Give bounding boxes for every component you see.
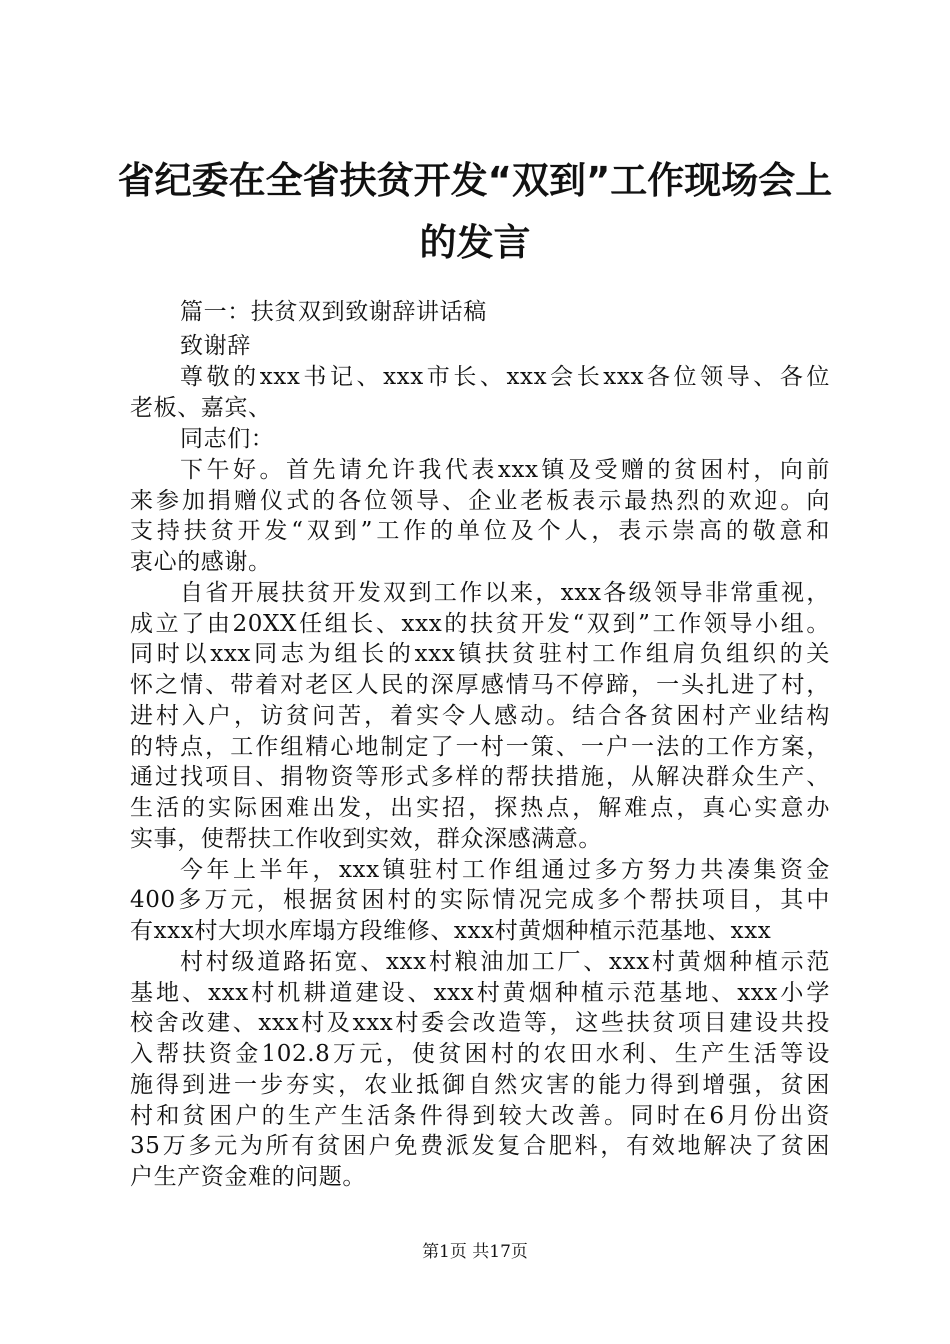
body-line: 村和贫困户的生产生活条件得到较大改善。同时在6月份出资 <box>130 1103 830 1129</box>
body-line: 通过找项目、捐物资等形式多样的帮扶措施，从解决群众生产、 <box>130 764 830 790</box>
document-title-line-2: 的发言 <box>419 221 531 264</box>
body-line: 有xxx村大坝水库塌方段维修、xxx村黄烟种植示范基地、xxx <box>130 918 772 944</box>
body-line: 同时以xxx同志为组长的xxx镇扶贫驻村工作组肩负组织的关 <box>130 641 830 667</box>
body-line: 校舍改建、xxx村及xxx村委会改造等，这些扶贫项目建设共投 <box>130 1010 830 1036</box>
body-line: 35万多元为所有贫困户免费派发复合肥料，有效地解决了贫困 <box>130 1133 830 1159</box>
body-line: 施得到进一步夯实，农业抵御自然灾害的能力得到增强，贫困 <box>130 1072 830 1098</box>
body-line: 户生产资金难的问题。 <box>130 1164 366 1190</box>
salutation: 同志们： <box>180 426 275 452</box>
body-line: 今年上半年，xxx镇驻村工作组通过多方努力共凑集资金 <box>180 857 830 883</box>
body-line: 入帮扶资金102.8万元，使贫困村的农田水利、生产生活等设 <box>130 1041 830 1067</box>
body-line: 下午好。首先请允许我代表xxx镇及受赠的贫困村，向前 <box>180 457 830 483</box>
body-line: 自省开展扶贫开发双到工作以来，xxx各级领导非常重视， <box>180 580 830 606</box>
body-line: 的特点，工作组精心地制定了一村一策、一户一法的工作方案， <box>130 734 830 760</box>
body-line: 400多万元，根据贫困村的实际情况完成多个帮扶项目，其中 <box>130 887 830 913</box>
speech-title: 致谢辞 <box>180 333 251 359</box>
body-line: 支持扶贫开发“双到”工作的单位及个人，表示崇高的敬意和 <box>130 518 830 544</box>
document-title-line-1: 省纪委在全省扶贫开发“双到”工作现场会上 <box>117 159 833 202</box>
body-line: 生活的实际困难出发，出实招，探热点，解难点，真心实意办 <box>130 795 830 821</box>
body-line: 基地、xxx村机耕道建设、xxx村黄烟种植示范基地、xxx小学 <box>130 980 830 1006</box>
body-line: 老板、嘉宾、 <box>130 395 272 421</box>
body-line: 来参加捐赠仪式的各位领导、企业老板表示最热烈的欢迎。向 <box>130 488 830 514</box>
section-heading: 篇一：扶贫双到致谢辞讲话稿 <box>180 299 487 325</box>
body-line: 实事，使帮扶工作收到实效，群众深感满意。 <box>130 826 602 852</box>
body-line: 村村级道路拓宽、xxx村粮油加工厂、xxx村黄烟种植示范 <box>180 949 830 975</box>
body-line: 进村入户，访贫问苦，着实令人感动。结合各贫困村产业结构 <box>130 703 830 729</box>
body-line: 尊敬的xxx书记、xxx市长、xxx会长xxx各位领导、各位 <box>180 364 830 390</box>
body-line: 衷心的感谢。 <box>130 549 272 575</box>
body-line: 怀之情、带着对老区人民的深厚感情马不停蹄，一头扎进了村， <box>130 672 830 698</box>
page-number-footer: 第1页 共17页 <box>422 1242 528 1262</box>
body-line: 成立了由20XX任组长、xxx的扶贫开发“双到”工作领导小组。 <box>130 611 830 637</box>
